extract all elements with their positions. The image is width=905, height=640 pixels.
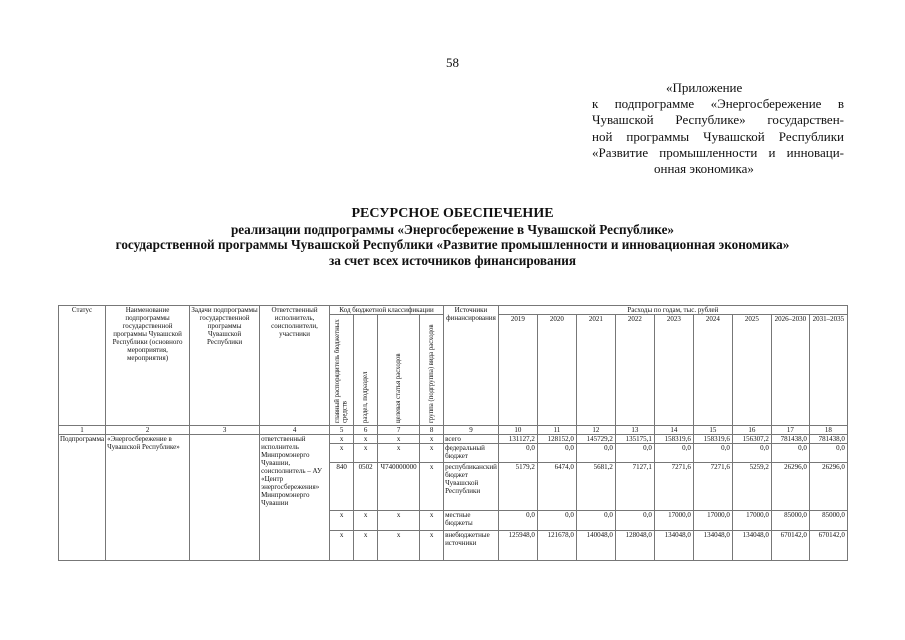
code-cell: Ч740000000 [378, 463, 420, 511]
value-cell: 5681,2 [576, 463, 615, 511]
value-cell: 781438,0 [771, 435, 809, 444]
row-name: «Энергосбережение в Чувашской Республике» [106, 435, 190, 561]
source-cell: всего [444, 435, 499, 444]
column-number-row [59, 426, 848, 435]
column-number: 18 [809, 426, 847, 435]
header-year: 2026–2030 [771, 315, 809, 426]
value-cell: 128048,0 [615, 531, 654, 561]
header-code-text: целевая статья расходов [394, 353, 402, 423]
code-cell: x [354, 435, 378, 444]
column-number: 17 [771, 426, 809, 435]
value-cell: 5259,2 [732, 463, 771, 511]
appendix-line: Чувашской Республике» государствен- [592, 112, 844, 128]
column-number: 5 [330, 426, 354, 435]
table-row [59, 435, 848, 444]
value-cell: 145729,2 [576, 435, 615, 444]
value-cell: 781438,0 [809, 435, 847, 444]
value-cell: 158319,6 [693, 435, 732, 444]
value-cell: 140048,0 [576, 531, 615, 561]
header-budget-code: Код бюджетной классификации [330, 306, 444, 315]
value-cell: 0,0 [615, 444, 654, 463]
code-cell: x [330, 435, 354, 444]
column-number: 15 [693, 426, 732, 435]
column-number: 12 [576, 426, 615, 435]
source-cell: внебюджетные источники [444, 531, 499, 561]
value-cell: 0,0 [537, 444, 576, 463]
value-cell: 131127,2 [498, 435, 537, 444]
appendix-line: «Развитие промышленности и инноваци- [592, 144, 844, 160]
value-cell: 0,0 [576, 511, 615, 531]
value-cell: 0,0 [498, 444, 537, 463]
heading-line: государственной программы Чувашской Республики «Развитие промышленности и инновационная экономика» [115, 237, 790, 252]
code-cell: x [378, 444, 420, 463]
code-cell: x [330, 444, 354, 463]
code-cell: x [420, 531, 444, 561]
value-cell: 158319,6 [654, 435, 693, 444]
value-cell: 0,0 [809, 444, 847, 463]
value-cell: 26296,0 [809, 463, 847, 511]
column-number: 10 [498, 426, 537, 435]
header-expenses: Расходы по годам, тыс. рублей [498, 306, 847, 315]
value-cell: 670142,0 [771, 531, 809, 561]
value-cell: 5179,2 [498, 463, 537, 511]
column-number: 13 [615, 426, 654, 435]
code-cell: x [354, 531, 378, 561]
value-cell: 0,0 [537, 511, 576, 531]
row-tasks [190, 435, 260, 561]
code-cell: x [378, 531, 420, 561]
header-year: 2021 [576, 315, 615, 426]
code-cell: x [420, 435, 444, 444]
code-cell: x [420, 444, 444, 463]
header-year: 2022 [615, 315, 654, 426]
heading-line: реализации подпрограммы «Энергосбережение в Чувашской Республике» [230, 221, 675, 237]
source-cell: федеральный бюджет [444, 444, 499, 463]
value-cell: 0,0 [771, 444, 809, 463]
value-cell: 134048,0 [732, 531, 771, 561]
code-cell: x [354, 511, 378, 531]
value-cell: 85000,0 [771, 511, 809, 531]
row-status: Подпрограмма [59, 435, 106, 561]
value-cell: 670142,0 [809, 531, 847, 561]
heading-title: РЕСУРСНОЕ ОБЕСПЕЧЕНИЕ [351, 206, 554, 221]
value-cell: 26296,0 [771, 463, 809, 511]
value-cell: 7271,6 [654, 463, 693, 511]
column-number: 8 [420, 426, 444, 435]
resource-table [58, 305, 848, 561]
value-cell: 17000,0 [693, 511, 732, 531]
column-number: 9 [444, 426, 499, 435]
code-cell: x [378, 511, 420, 531]
source-cell: республиканский бюджет Чувашской Республики [444, 463, 499, 511]
header-year: 2025 [732, 315, 771, 426]
value-cell: 135175,1 [615, 435, 654, 444]
value-cell: 6474,0 [537, 463, 576, 511]
appendix-line: «Приложение [666, 80, 743, 95]
value-cell: 156307,2 [732, 435, 771, 444]
value-cell: 7127,1 [615, 463, 654, 511]
header-code-text: группа (подгруппа) вида расходов [427, 324, 435, 423]
column-number: 7 [378, 426, 420, 435]
column-number: 16 [732, 426, 771, 435]
value-cell: 0,0 [615, 511, 654, 531]
header-code-text: раздел, подраздел [361, 371, 369, 423]
header-sources: Источники финансирования [444, 306, 499, 426]
column-number: 14 [654, 426, 693, 435]
header-year: 2020 [537, 315, 576, 426]
column-number: 1 [59, 426, 106, 435]
header-year: 2031–2035 [809, 315, 847, 426]
value-cell: 0,0 [654, 444, 693, 463]
value-cell: 125948,0 [498, 531, 537, 561]
code-cell: x [420, 511, 444, 531]
page-number: 58 [446, 55, 459, 70]
header-code-chief-manager [330, 315, 354, 426]
appendix-line: онная экономика» [654, 161, 754, 177]
row-executor: ответственный исполнитель Минпромэнерго Чувашии, соисполнитель – АУ «Центр энергосбережения» Минпромэнерго Чувашии [260, 435, 330, 561]
header-year: 2024 [693, 315, 732, 426]
value-cell: 0,0 [498, 511, 537, 531]
header-executor: Ответственный исполнитель, соисполнители, участники [260, 306, 330, 426]
column-number: 3 [190, 426, 260, 435]
value-cell: 121678,0 [537, 531, 576, 561]
code-cell: x [378, 435, 420, 444]
header-tasks: Задачи подпрограммы государственной программы Чувашской Республики [190, 306, 260, 426]
value-cell: 134048,0 [654, 531, 693, 561]
table-header-row [59, 306, 848, 315]
value-cell: 17000,0 [732, 511, 771, 531]
value-cell: 134048,0 [693, 531, 732, 561]
document-heading [0, 206, 905, 268]
appendix-line: к подпрограмме «Энергосбережение в [592, 96, 844, 112]
value-cell: 17000,0 [654, 511, 693, 531]
header-year: 2019 [498, 315, 537, 426]
header-code-text: главный распорядитель бюджетных средств [334, 319, 349, 423]
column-number: 11 [537, 426, 576, 435]
appendix-line: ной программы Чувашской Республики [592, 128, 844, 144]
value-cell: 0,0 [732, 444, 771, 463]
header-year: 2023 [654, 315, 693, 426]
value-cell: 0,0 [693, 444, 732, 463]
header-status: Статус [59, 306, 106, 426]
column-number: 4 [260, 426, 330, 435]
value-cell: 128152,0 [537, 435, 576, 444]
heading-line: за счет всех источников финансирования [329, 252, 576, 268]
code-cell: 0502 [354, 463, 378, 511]
column-number: 6 [354, 426, 378, 435]
header-code-expense-group [420, 315, 444, 426]
value-cell: 0,0 [576, 444, 615, 463]
code-cell: x [330, 531, 354, 561]
header-name: Наименование подпрограммы государственной программы Чувашской Республики (основного мероприятия, мероприятия) [106, 306, 190, 426]
code-cell: x [354, 444, 378, 463]
code-cell: 840 [330, 463, 354, 511]
code-cell: x [420, 463, 444, 511]
header-code-target-article [378, 315, 420, 426]
column-number: 2 [106, 426, 190, 435]
value-cell: 7271,6 [693, 463, 732, 511]
code-cell: x [330, 511, 354, 531]
appendix-block [592, 80, 844, 177]
value-cell: 85000,0 [809, 511, 847, 531]
header-code-section [354, 315, 378, 426]
source-cell: местные бюджеты [444, 511, 499, 531]
